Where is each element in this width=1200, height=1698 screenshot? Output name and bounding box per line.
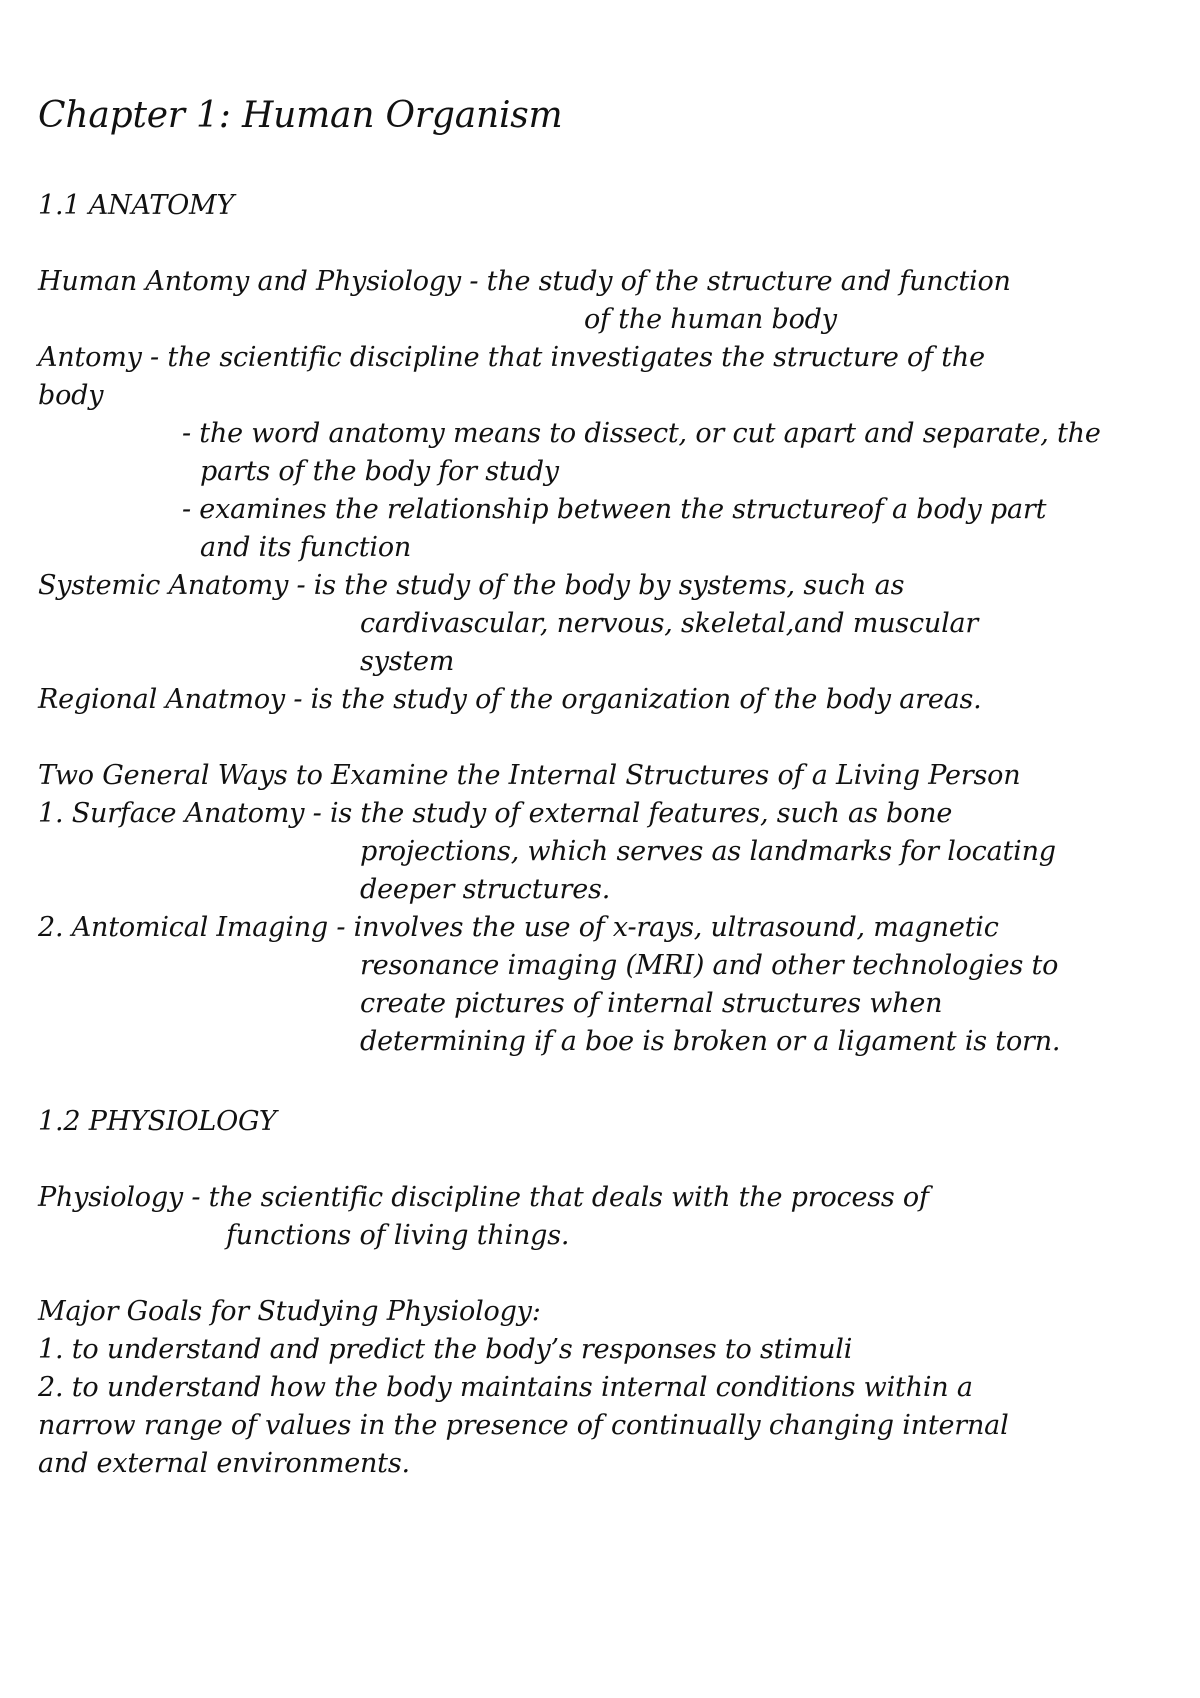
- text-line: resonance imaging (MRI) and other technologies to: [360, 950, 1059, 981]
- list-item: 1. Surface Anatomy - is the study of external features, such as bone: [38, 798, 953, 829]
- list-item: 1. to understand and predict the body’s responses to stimuli: [38, 1334, 853, 1365]
- text-line: - the word anatomy means to dissect, or cut apart and separate, the: [182, 418, 1101, 449]
- text-line: Human Antomy and Physiology - the study of the structure and function: [38, 266, 1011, 297]
- section-heading-physiology: 1.2 PHYSIOLOGY: [38, 1106, 277, 1137]
- text-line: system: [360, 646, 455, 677]
- text-line: of the human body: [584, 304, 837, 335]
- text-line: and its function: [200, 532, 412, 563]
- text-line: body: [38, 380, 104, 411]
- text-line: create pictures of internal structures when: [360, 988, 943, 1019]
- subheading-examine-ways: Two General Ways to Examine the Internal Structures of a Living Person: [38, 760, 1021, 791]
- text-line: Physiology - the scientific discipline that deals with the process of: [38, 1182, 929, 1213]
- text-line: Regional Anatmoy - is the study of the organization of the body areas.: [38, 684, 982, 715]
- text-line: and external environments.: [38, 1448, 410, 1479]
- subheading-major-goals: Major Goals for Studying Physiology:: [38, 1296, 541, 1327]
- text-line: projections, which serves as landmarks for locating: [360, 836, 1056, 867]
- text-line: Antomy - the scientific discipline that investigates the structure of the: [38, 342, 985, 373]
- text-line: determining if a boe is broken or a ligament is torn.: [360, 1026, 1061, 1057]
- text-line: - examines the relationship between the structureof a body part: [182, 494, 1047, 525]
- text-line: narrow range of values in the presence of continually changing internal: [38, 1410, 1009, 1441]
- text-line: Systemic Anatomy - is the study of the body by systems, such as: [38, 570, 905, 601]
- text-line: cardivascular, nervous, skeletal,and muscular: [360, 608, 979, 639]
- list-item: 2. Antomical Imaging - involves the use of x-rays, ultrasound, magnetic: [38, 912, 999, 943]
- text-line: functions of living things.: [226, 1220, 570, 1251]
- page-title: Chapter 1: Human Organism: [38, 95, 563, 136]
- text-line: deeper structures.: [360, 874, 611, 905]
- text-line: parts of the body for study: [200, 456, 559, 487]
- list-item: 2. to understand how the body maintains internal conditions within a: [38, 1372, 973, 1403]
- section-heading-anatomy: 1.1 ANATOMY: [38, 190, 235, 221]
